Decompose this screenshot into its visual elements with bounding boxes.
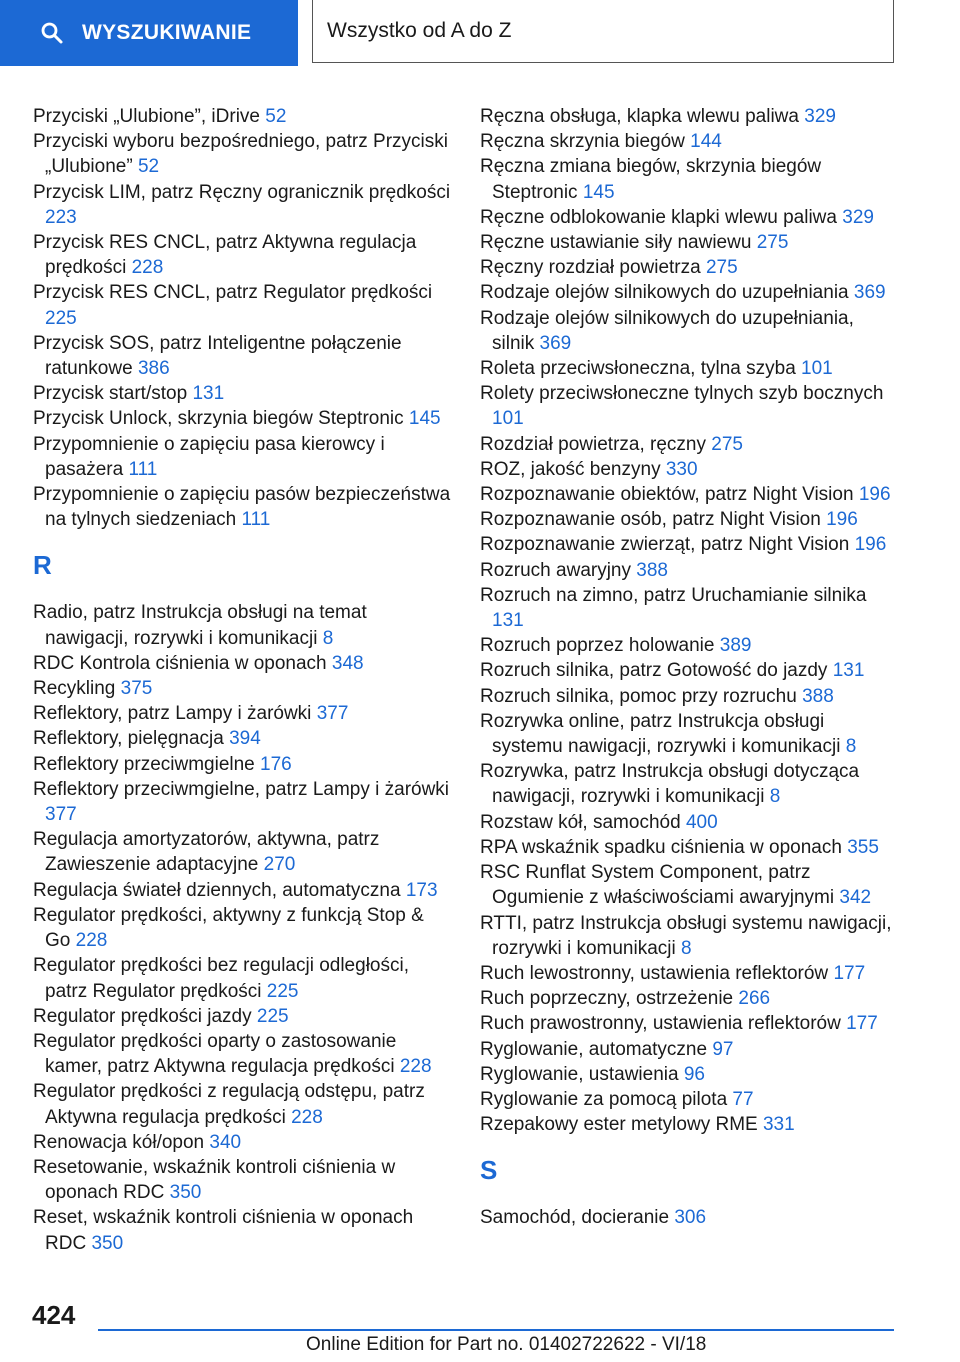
index-entry-text: ROZ, jakość benzyny	[480, 458, 661, 480]
index-entry-text: Rozpoznawanie obiektów, patrz Night Vision	[480, 484, 854, 506]
index-entry	[480, 658, 900, 683]
index-entry-text: Reflektory, pielęgnacja	[33, 728, 224, 750]
index-entry-text: Ręczne odblokowanie klapki wlewu paliwa	[480, 206, 837, 228]
index-entry-text: Regulacja amortyzatorów, aktywna, patrz Zawieszenie adaptacyjne	[33, 829, 380, 876]
page-reference-link[interactable]: 111	[128, 458, 158, 480]
index-entry-text: Rozstaw kół, samochód	[480, 811, 681, 833]
index-entry	[480, 583, 900, 633]
index-entry	[480, 104, 900, 129]
index-entry-text: Przycisk SOS, patrz Inteligentne połączenie ratunkowe	[33, 332, 402, 380]
page-reference-link[interactable]: 394	[229, 728, 261, 750]
index-entry	[33, 1155, 453, 1205]
index-entry-text: Przycisk Unlock, skrzynia biegów Steptronic	[33, 408, 404, 430]
page-reference-link[interactable]: 52	[265, 106, 287, 127]
index-entry	[480, 1011, 900, 1036]
page-reference-link[interactable]: 173	[405, 879, 438, 901]
page-reference-link[interactable]: 225	[256, 1005, 289, 1027]
page-reference-link[interactable]: 340	[209, 1131, 242, 1153]
index-entry-text: Przycisk start/stop	[33, 383, 188, 405]
page-reference-link[interactable]: 8	[769, 786, 781, 808]
index-entry	[480, 432, 900, 457]
index-entry-text: Regulator prędkości z regulacją odstępu, patrz Aktywna regulacja prędkości	[33, 1081, 425, 1128]
index-entry-text: Ruch lewostronny, ustawienia reflektorów	[480, 962, 829, 984]
page-reference-link[interactable]: 228	[131, 257, 164, 279]
index-entry-text: Regulacja świateł dziennych, automatyczna	[33, 879, 401, 901]
page-reference-link[interactable]: 266	[738, 988, 771, 1010]
page-reference-link[interactable]: 377	[45, 804, 77, 826]
index-entry	[480, 356, 900, 381]
index-entry-text: Ręczna obsługa, klapka wlewu paliwa	[480, 106, 799, 127]
page-reference-link[interactable]: 377	[316, 703, 349, 725]
index-entry	[33, 827, 453, 877]
index-entry-text: Recykling	[33, 678, 116, 700]
index-entry	[480, 810, 900, 835]
page-reference-link[interactable]: 223	[45, 206, 77, 228]
page-reference-link[interactable]: 270	[263, 854, 296, 876]
page-reference-link[interactable]: 97	[712, 1038, 734, 1060]
page-reference-link[interactable]: 8	[322, 627, 334, 649]
index-entry-text: Rozruch silnika, patrz Gotowość do jazdy	[480, 660, 828, 682]
index-entry-text: RSC Runflat System Component, patrz Ogumienie z właściwościami awaryjnymi	[480, 862, 835, 909]
index-entry	[33, 676, 453, 701]
index-entry	[33, 1130, 453, 1155]
index-entry	[33, 406, 453, 431]
index-entry-text: Ruch prawostronny, ustawienia reflektorów	[480, 1013, 841, 1035]
index-entry	[33, 331, 453, 381]
index-entry	[480, 532, 900, 557]
page-reference-link[interactable]: 77	[732, 1088, 754, 1110]
index-entry	[33, 600, 453, 650]
page-reference-link[interactable]: 228	[75, 930, 108, 952]
index-entry	[480, 1062, 900, 1087]
index-entry	[480, 381, 900, 431]
index-entry	[33, 726, 453, 751]
page-reference-link[interactable]: 131	[192, 383, 225, 405]
index-entry	[33, 701, 453, 726]
index-entry	[480, 986, 900, 1011]
index-entry	[480, 1087, 900, 1112]
page-reference-link[interactable]: 330	[665, 458, 698, 480]
index-entry	[33, 280, 453, 330]
index-entry	[480, 1112, 900, 1137]
index-entry-text: Renowacja kół/opon	[33, 1131, 205, 1153]
page-reference-link[interactable]: 225	[45, 307, 77, 329]
edition-footer: Online Edition for Part no. 01402722622 - VI/18	[306, 1334, 707, 1355]
index-entry	[480, 1037, 900, 1062]
page-number: 424	[32, 1300, 76, 1330]
index-entry	[480, 961, 900, 986]
page-reference-link[interactable]: 355	[847, 836, 879, 858]
page-reference-link[interactable]: 228	[399, 1056, 432, 1078]
index-entry-text: Przycisk LIM, patrz Ręczny ogranicznik prędkości	[33, 181, 451, 203]
page-reference-link[interactable]: 348	[331, 652, 364, 674]
page-reference-link[interactable]: 131	[832, 660, 865, 682]
page-reference-link[interactable]: 52	[137, 156, 160, 178]
index-entry	[33, 180, 453, 230]
page-reference-link[interactable]: 101	[801, 358, 833, 380]
index-entry	[480, 1205, 900, 1230]
index-entry	[480, 205, 900, 230]
index-entry-text: Regulator prędkości oparty o zastosowanie kamer, patrz Aktywna regulacja prędkości	[33, 1030, 397, 1078]
index-entry-text: Rodzaje olejów silnikowych do uzupełniania	[480, 282, 849, 304]
top-navigation	[0, 0, 960, 66]
page-reference-link[interactable]: 350	[169, 1182, 202, 1204]
index-entry	[33, 482, 453, 532]
index-entry	[480, 633, 900, 658]
index-entry	[480, 709, 900, 759]
index-entry	[480, 129, 900, 154]
page-reference-link[interactable]: 101	[492, 408, 524, 430]
index-entry	[33, 381, 453, 406]
index-entry	[480, 835, 900, 860]
index-entry-text: Przypomnienie o zapięciu pasa kierowcy i pasażera	[33, 433, 385, 480]
index-entry	[480, 482, 900, 507]
page-reference-link[interactable]: 386	[137, 358, 170, 380]
page-reference-link[interactable]: 176	[260, 753, 292, 775]
page-reference-link[interactable]: 375	[120, 678, 153, 700]
index-entry-text: Reflektory przeciwmgielne	[33, 753, 255, 775]
index-entry-text: Rozruch silnika, pomoc przy rozruchu	[480, 685, 797, 707]
search-icon	[40, 21, 64, 45]
index-entry	[480, 457, 900, 482]
index-entry	[480, 306, 900, 356]
search-tab-label: WYSZUKIWANIE	[82, 21, 252, 44]
index-entry	[33, 651, 453, 676]
index-entry	[33, 903, 453, 953]
index-entry-text: Rozrywka, patrz Instrukcja obsługi dotycząca nawigacji, rozrywki i komunikacji	[480, 761, 860, 808]
index-entry-text: RDC Kontrola ciśnienia w oponach	[33, 652, 327, 674]
page-reference-link[interactable]: 111	[241, 509, 271, 531]
page-reference-link[interactable]: 388	[802, 685, 834, 707]
page-reference-link[interactable]: 225	[266, 980, 299, 1002]
index-entry-text: Ręczna skrzynia biegów	[480, 131, 685, 153]
index-entry	[33, 1029, 453, 1079]
index-entry-text: Regulator prędkości, aktywny z funkcją Stop & Go	[33, 904, 424, 952]
index-entry	[480, 911, 900, 961]
page-reference-link[interactable]: 228	[291, 1106, 323, 1128]
page-reference-link[interactable]: 275	[711, 433, 743, 455]
a-to-z-tab[interactable]	[312, 0, 894, 63]
section-letter: S	[480, 1155, 498, 1186]
index-entry-text: Rozrywka online, patrz Instrukcja obsługi systemu nawigacji, rozrywki i komunikacji	[480, 710, 841, 758]
index-entry	[33, 1079, 453, 1129]
index-entry	[480, 759, 900, 809]
index-entry-text: Ręczne ustawianie siły nawiewu	[480, 232, 752, 254]
index-entry-text: Ryglowanie, automatyczne	[480, 1038, 708, 1060]
index-entry-text: Reflektory przeciwmgielne, patrz Lampy i żarówki	[33, 778, 450, 800]
index-entry	[33, 104, 453, 129]
page-reference-link[interactable]: 145	[582, 181, 615, 203]
page-reference-link[interactable]: 275	[756, 232, 789, 254]
index-entry-text: RTTI, patrz Instrukcja obsługi systemu nawigacji, rozrywki i komunikacji	[480, 912, 892, 959]
index-entry	[480, 230, 900, 255]
index-entry	[33, 230, 453, 280]
index-entry-text: Ryglowanie, ustawienia	[480, 1063, 679, 1085]
index-entry	[33, 129, 453, 179]
index-entry	[480, 507, 900, 532]
page-reference-link[interactable]: 329	[842, 206, 874, 228]
index-entry	[480, 154, 900, 204]
index-entry-text: Rozruch poprzez holowanie	[480, 635, 715, 657]
section-letter: R	[33, 550, 52, 581]
index-entry-text: Rozpoznawanie zwierząt, patrz Night Vision	[480, 534, 850, 556]
index-entry	[33, 1205, 453, 1255]
page-reference-link[interactable]: 131	[492, 610, 524, 632]
index-entry	[480, 558, 900, 583]
index-entry-text: Ryglowanie za pomocą pilota	[480, 1088, 728, 1110]
page-reference-link[interactable]: 389	[719, 635, 752, 657]
index-entry-text: Resetowanie, wskaźnik kontroli ciśnienia w oponach RDC	[33, 1156, 396, 1204]
page-reference-link[interactable]: 306	[674, 1207, 707, 1229]
page-reference-link[interactable]: 331	[762, 1114, 795, 1136]
index-entry	[33, 432, 453, 482]
index-entry-text: RPA wskaźnik spadku ciśnienia w oponach	[480, 836, 842, 858]
index-entry	[33, 878, 453, 903]
index-entry-text: Rozpoznawanie osób, patrz Night Vision	[480, 509, 821, 531]
index-entry-text: Przycisk RES CNCL, patrz Aktywna regulacja prędkości	[33, 232, 417, 279]
index-entry-text: Reflektory, patrz Lampy i żarówki	[33, 703, 312, 725]
index-entry-text: Rodzaje olejów silnikowych do uzupełniania, silnik	[480, 307, 854, 354]
a-to-z-tab-label: Wszystko od A do Z	[327, 19, 512, 42]
page-reference-link[interactable]: 8	[845, 736, 857, 758]
footer-divider	[98, 1329, 894, 1331]
index-entry-text: Radio, patrz Instrukcja obsługi na temat nawigacji, rozrywki i komunikacji	[33, 602, 367, 649]
index-entry-text: Rzepakowy ester metylowy RME	[480, 1114, 758, 1136]
index-entry	[33, 752, 453, 777]
index-entry-text: Regulator prędkości jazdy	[33, 1005, 252, 1027]
index-entry-text: Przycisk RES CNCL, patrz Regulator prędkości	[33, 282, 433, 304]
page-reference-link[interactable]: 145	[408, 408, 441, 430]
index-entry-text: Przypomnienie o zapięciu pasów bezpieczeństwa na tylnych siedzeniach	[33, 484, 451, 531]
index-entry-text: Samochód, docieranie	[480, 1207, 670, 1229]
index-entry-text: Rozruch awaryjny	[480, 559, 631, 581]
index-entry-text: Rozruch na zimno, patrz Uruchamianie silnika	[480, 584, 867, 606]
index-entry	[480, 684, 900, 709]
page-reference-link[interactable]: 96	[683, 1063, 705, 1085]
index-entry-text: Ręczna zmiana biegów, skrzynia biegów Steptronic	[480, 156, 822, 203]
page-reference-link[interactable]: 400	[685, 811, 718, 833]
page-reference-link[interactable]: 369	[539, 332, 572, 354]
index-entry-text: Regulator prędkości bez regulacji odległości, patrz Regulator prędkości	[33, 955, 409, 1002]
page-reference-link[interactable]: 388	[636, 559, 668, 581]
index-entry-text: Roleta przeciwsłoneczna, tylna szyba	[480, 358, 796, 380]
page-reference-link[interactable]: 342	[839, 887, 872, 909]
page-reference-link[interactable]: 329	[804, 106, 836, 127]
page-reference-link[interactable]: 275	[705, 257, 738, 279]
page-reference-link[interactable]: 196	[826, 509, 858, 531]
index-entry	[480, 280, 900, 305]
page-reference-link[interactable]: 8	[680, 937, 692, 959]
index-entry-text: Ręczny rozdział powietrza	[480, 257, 701, 279]
page-reference-link[interactable]: 369	[853, 282, 886, 304]
page-reference-link[interactable]: 350	[91, 1232, 124, 1254]
index-entry-text: Ruch poprzeczny, ostrzeżenie	[480, 988, 734, 1010]
index-entry	[480, 255, 900, 280]
page-reference-link[interactable]: 196	[854, 534, 887, 556]
page-reference-link[interactable]: 196	[858, 484, 891, 506]
index-entry	[33, 953, 453, 1003]
page-reference-link[interactable]: 177	[833, 962, 866, 984]
index-entry-text: Reset, wskaźnik kontroli ciśnienia w oponach RDC	[33, 1207, 414, 1254]
index-column-right	[480, 104, 900, 1231]
page-reference-link[interactable]: 144	[690, 131, 722, 153]
index-entry	[33, 777, 453, 827]
index-entry-text: Rozdział powietrza, ręczny	[480, 433, 706, 455]
index-entry	[480, 860, 900, 910]
index-entry-text: Rolety przeciwsłoneczne tylnych szyb bocznych	[480, 383, 884, 405]
index-entry	[33, 1004, 453, 1029]
page-reference-link[interactable]: 177	[846, 1013, 878, 1035]
index-entry-text: Przyciski „Ulubione”, iDrive	[33, 106, 260, 127]
index-entry-text: Przyciski wyboru bezpośredniego, patrz Przyciski „Ulubione”	[33, 131, 448, 178]
index-column-left	[33, 104, 453, 1256]
search-tab[interactable]	[0, 0, 298, 66]
